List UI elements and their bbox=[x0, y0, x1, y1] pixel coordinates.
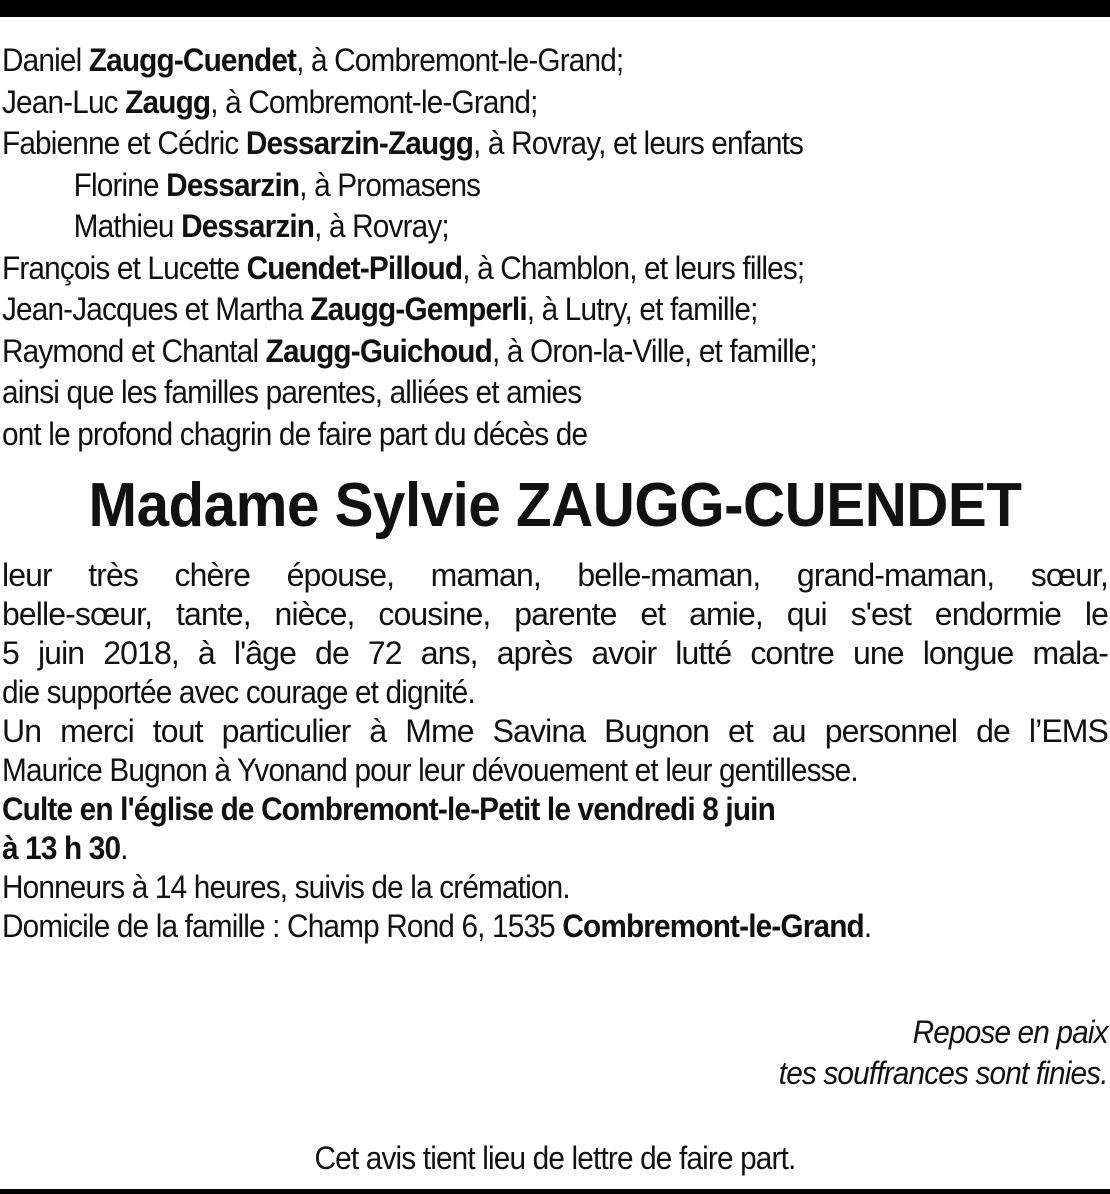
top-rule bbox=[0, 0, 1110, 17]
ceremony-time-line: à 13 h 30. bbox=[2, 830, 128, 866]
mourners-list bbox=[2, 40, 1031, 455]
ceremony-line: Culte en l'église de Combremont-le-Petit le vendredi 8 juin bbox=[2, 791, 775, 827]
mourner-line: Fabienne et Cédric Dessarzin-Zaugg, à Rovray, et leurs enfants bbox=[2, 125, 804, 161]
epitaph-line: Repose en paix bbox=[912, 1014, 1108, 1050]
announcement-body bbox=[2, 556, 1108, 946]
mourner-line: Jean-Luc Zaugg, à Combremont-le-Grand; bbox=[2, 83, 538, 120]
domicile-line: Domicile de la famille : Champ Rond 6, 1535 Combremont-le-Grand. bbox=[2, 908, 872, 944]
thanks-line: Maurice Bugnon à Yvonand pour leur dévouement et leur gentillesse. bbox=[2, 752, 858, 788]
thanks-line: Un merci tout particulier à Mme Savina Bugnon et au personnel de l’EMS bbox=[2, 713, 1108, 749]
mourner-line: François et Lucette Cuendet-Pilloud, à Chamblon, et leurs filles; bbox=[2, 249, 805, 286]
tribute-line: leur très chère épouse, maman, belle-maman, grand-maman, sœur, bbox=[2, 557, 1108, 593]
epitaph-line: tes souffrances sont finies. bbox=[779, 1055, 1108, 1091]
honours-line: Honneurs à 14 heures, suivis de la crémation. bbox=[2, 869, 570, 905]
mourner-line: Mathieu Dessarzin, à Rovray; bbox=[73, 208, 449, 244]
mourner-line: ont le profond chagrin de faire part du décès de bbox=[2, 415, 588, 452]
bottom-rule bbox=[0, 1189, 1110, 1194]
tribute-line: belle-sœur, tante, nièce, cousine, parente et amie, qui s'est endormie le bbox=[2, 596, 1108, 632]
mourner-line: Florine Dessarzin, à Promasens bbox=[73, 166, 481, 203]
mourner-line: Daniel Zaugg-Cuendet, à Combremont-le-Grand; bbox=[2, 42, 624, 78]
mourner-line: ainsi que les familles parentes, alliées et amies bbox=[2, 374, 582, 410]
epitaph bbox=[779, 1012, 1108, 1094]
tribute-line: die supportée avec courage et dignité. bbox=[2, 674, 475, 710]
notice-line: Cet avis tient lieu de lettre de faire part. bbox=[314, 1140, 796, 1176]
mourner-line: Raymond et Chantal Zaugg-Guichoud, à Oron-la-Ville, et famille; bbox=[2, 332, 817, 369]
tribute-line: 5 juin 2018, à l'âge de 72 ans, après avoir lutté contre une longue mala- bbox=[2, 635, 1108, 671]
deceased-name: Madame Sylvie ZAUGG-CUENDET bbox=[88, 471, 1022, 540]
mourner-line: Jean-Jacques et Martha Zaugg-Gemperli, à Lutry, et famille; bbox=[2, 291, 758, 327]
